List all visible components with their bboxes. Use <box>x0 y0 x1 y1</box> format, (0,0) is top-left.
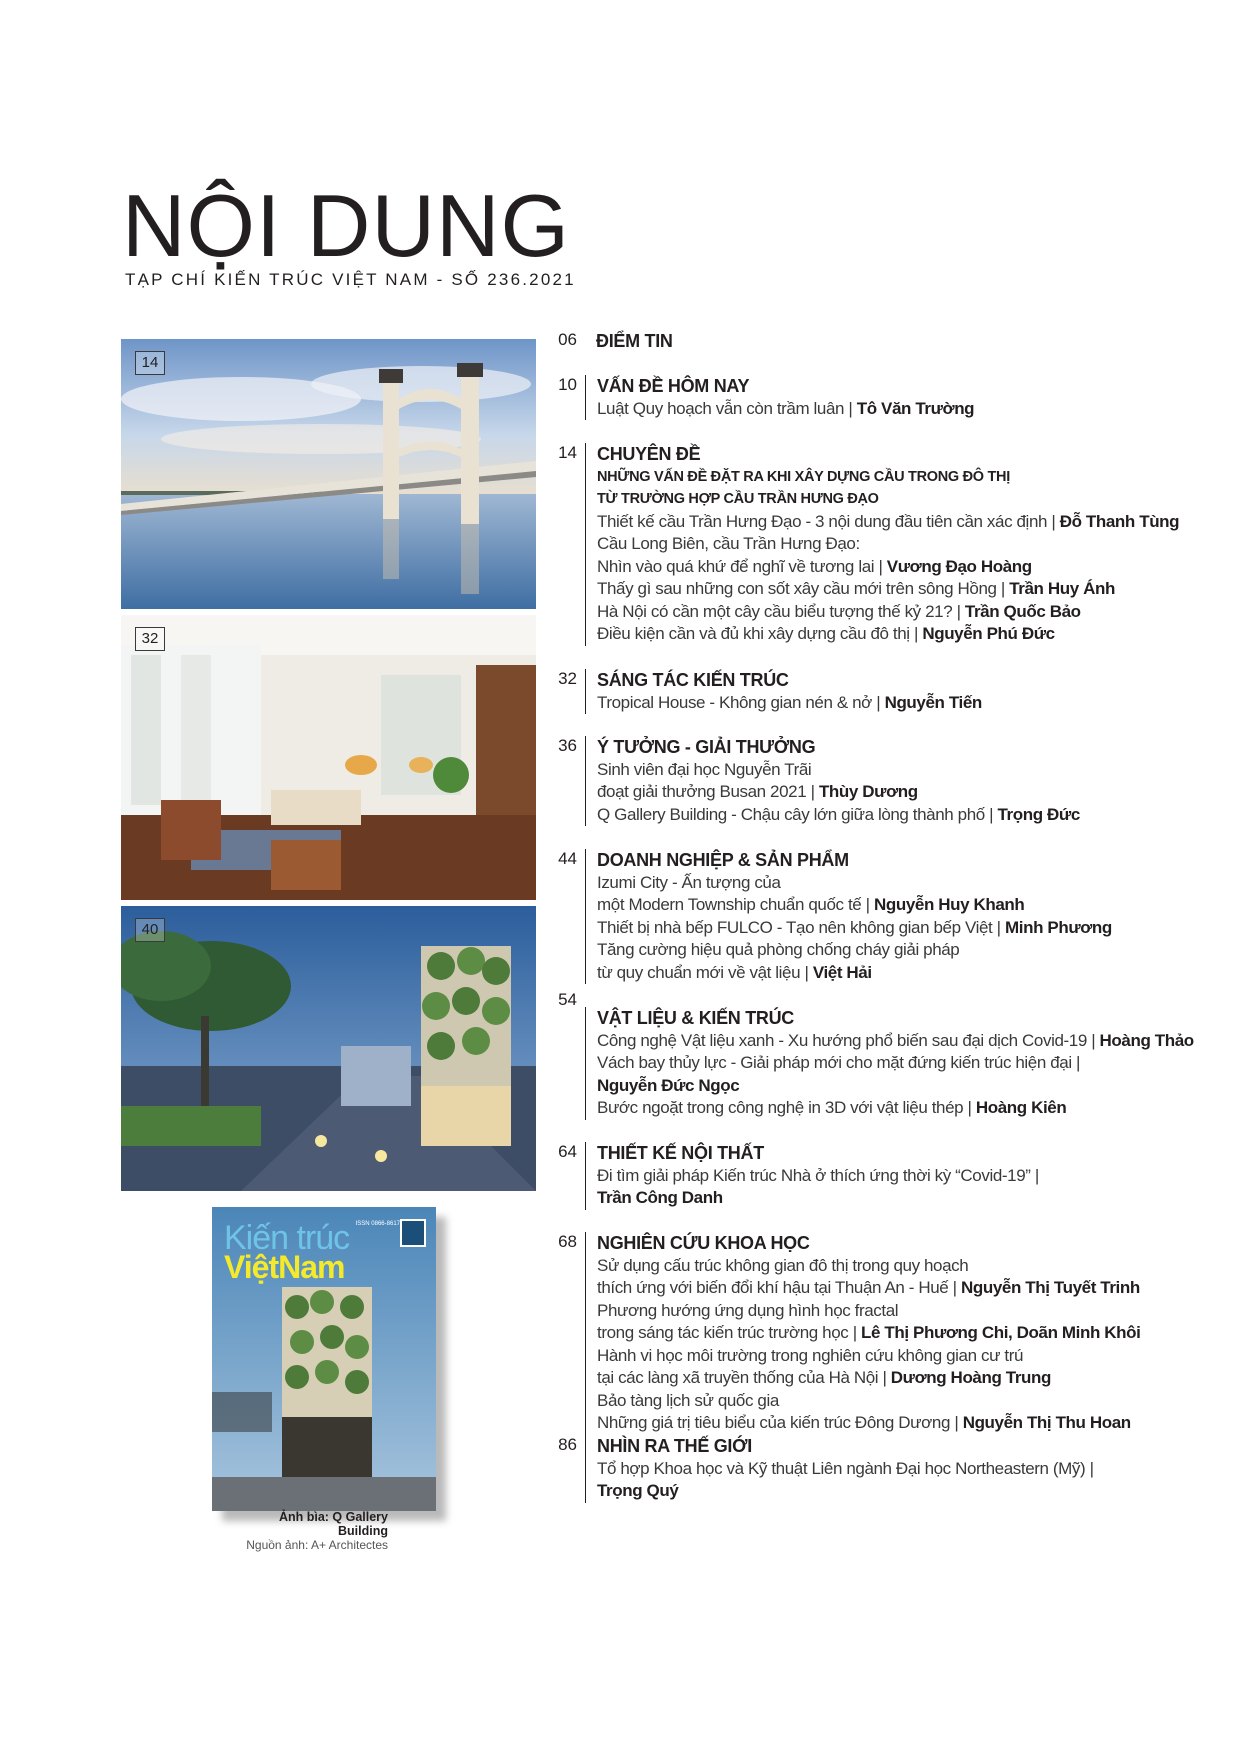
toc-page-number: 54 <box>558 990 577 1009</box>
toc-article[interactable]: Thấy gì sau những con sốt xây cầu mới trên sông Hồng | Trần Huy Ánh <box>597 579 1115 598</box>
toc-page-number: 86 <box>558 1435 577 1454</box>
cover-brand-line2: ViệtNam <box>224 1249 345 1285</box>
toc-article[interactable]: Sử dụng cấu trúc không gian đô thị trong quy hoạch <box>597 1255 969 1275</box>
toc-heading[interactable]: NHÌN RA THẾ GIỚI <box>597 1436 752 1456</box>
cover-logo-label: ISSN 0866-8617 <box>355 1221 400 1227</box>
photo-green-tower <box>121 906 536 1191</box>
caption-source: Nguồn ảnh: A+ Architectes <box>246 1538 388 1552</box>
cover-logo-icon <box>400 1219 426 1247</box>
toc-heading[interactable]: Ý TƯỞNG - GIẢI THƯỞNG <box>597 737 816 757</box>
toc-heading[interactable]: THIẾT KẾ NỘI THẤT <box>597 1143 764 1163</box>
photo-bridge <box>121 339 536 609</box>
toc-article[interactable]: Những giá trị tiêu biểu của kiến trúc Đông Dương | Nguyễn Thị Thu Hoan <box>597 1413 1131 1432</box>
toc-article[interactable]: Hà Nội có cần một cây cầu biểu tượng thế kỷ 21? | Trần Quốc Bảo <box>597 601 1081 621</box>
magazine-cover <box>212 1207 436 1511</box>
photo-living-room <box>121 615 536 900</box>
toc-article[interactable]: Luật Quy hoạch vẫn còn trầm luân | Tô Văn Trường <box>597 398 975 418</box>
toc-article[interactable]: Đi tìm giải pháp Kiến trúc Nhà ở thích ứng thời kỳ “Covid-19” | <box>597 1165 1039 1185</box>
toc-article[interactable]: Phương hướng ứng dụng hình học fractal <box>597 1300 899 1320</box>
toc-article[interactable]: Q Gallery Building - Chậu cây lớn giữa lòng thành phố | Trọng Đức <box>597 804 1080 824</box>
toc-page-number: 10 <box>558 375 577 394</box>
toc-article[interactable]: một Modern Township chuẩn quốc tế | Nguyễn Huy Khanh <box>597 895 1025 914</box>
toc-page-number: 44 <box>558 849 577 868</box>
toc-article[interactable]: từ quy chuẩn mới về vật liệu | Việt Hải <box>597 962 872 982</box>
toc-heading[interactable]: ĐIỂM TIN <box>596 331 673 351</box>
toc-article[interactable]: Tổ hợp Khoa học và Kỹ thuật Liên ngành Đại học Northeastern (Mỹ) | <box>597 1458 1094 1478</box>
caption-title: Ảnh bìa: Q Gallery Building <box>278 1510 388 1538</box>
toc-article[interactable]: Cầu Long Biên, cầu Trần Hưng Đạo: <box>597 534 860 553</box>
toc-article[interactable]: Tropical House - Không gian nén & nở | Nguyễn Tiến <box>597 692 982 712</box>
toc-article[interactable]: Điều kiện cần và đủ khi xây dựng cầu đô thị | Nguyễn Phú Đức <box>597 624 1055 643</box>
page-title: NỘI DUNG <box>122 176 570 275</box>
toc-page-number: 06 <box>558 330 577 349</box>
toc-entry <box>585 849 1157 984</box>
toc-article[interactable]: Trọng Quý <box>597 1481 679 1500</box>
toc-article[interactable]: Tăng cường hiệu quả phòng chống cháy giải pháp <box>597 940 960 959</box>
toc-page-number: 36 <box>558 736 577 755</box>
toc-entry <box>585 330 1156 353</box>
living-room-image <box>121 615 536 900</box>
toc-entry <box>585 669 1157 714</box>
toc-entry <box>585 1232 1157 1435</box>
toc-article[interactable]: Nguyễn Đức Ngọc <box>597 1075 740 1095</box>
page-subtitle: TẠP CHÍ KIẾN TRÚC VIỆT NAM - SỐ 236.2021 <box>125 270 576 289</box>
toc-article[interactable]: tại các làng xã truyền thống của Hà Nội | Dương Hoàng Trung <box>597 1368 1051 1387</box>
toc-subheading: TỪ TRƯỜNG HỢP CẦU TRẦN HƯNG ĐẠO <box>597 491 879 507</box>
toc-article[interactable]: Thiết bị nhà bếp FULCO - Tạo nên không gian bếp Việt | Minh Phương <box>597 917 1112 937</box>
toc-article[interactable]: Sinh viên đại học Nguyễn Trãi <box>597 759 812 779</box>
toc-heading[interactable]: VẤN ĐỀ HÔM NAY <box>597 376 750 396</box>
toc-heading[interactable]: NGHIÊN CỨU KHOA HỌC <box>597 1233 810 1253</box>
cover-image <box>212 1207 436 1511</box>
toc-entry <box>585 1435 1157 1503</box>
toc-article[interactable]: Thiết kế cầu Trần Hưng Đạo - 3 nội dung đầu tiên cần xác định | Đỗ Thanh Tùng <box>597 511 1180 531</box>
toc-entry <box>585 443 1180 646</box>
photo-page-tag: 32 <box>135 627 165 651</box>
toc-page-number: 32 <box>558 669 577 688</box>
photo-page-tag: 40 <box>135 918 165 942</box>
green-tower-image <box>121 906 536 1191</box>
toc-entry <box>585 1142 1157 1210</box>
toc-article[interactable]: đoạt giải thưởng Busan 2021 | Thùy Dương <box>597 782 918 801</box>
toc-heading[interactable]: DOANH NGHIỆP & SẢN PHẨM <box>597 850 849 870</box>
cover-brand-line1: Kiến trúc <box>224 1219 350 1257</box>
toc-page-number: 64 <box>558 1142 577 1161</box>
toc-heading[interactable]: VẬT LIỆU & KIẾN TRÚC <box>597 1008 795 1028</box>
toc-page-number: 68 <box>558 1232 577 1251</box>
toc-article[interactable]: trong sáng tác kiến trúc trường học | Lê Thị Phương Chi, Doãn Minh Khôi <box>597 1323 1141 1342</box>
toc-article[interactable]: Bước ngoặt trong công nghệ in 3D với vật liệu thép | Hoàng Kiên <box>597 1098 1067 1117</box>
bridge-image <box>121 339 536 609</box>
toc-article[interactable]: Trần Công Danh <box>597 1188 723 1207</box>
photo-page-tag: 14 <box>135 351 165 375</box>
toc-subheading: NHỮNG VẤN ĐỀ ĐẶT RA KHI XÂY DỰNG CẦU TRONG ĐÔ THỊ <box>597 468 1010 485</box>
toc-page-number: 14 <box>558 443 577 462</box>
toc-article[interactable]: Công nghệ Vật liệu xanh - Xu hướng phổ biến sau đại dịch Covid-19 | Hoàng Thảo <box>597 1030 1194 1050</box>
toc-article[interactable]: Izumi City - Ấn tượng của <box>597 872 781 892</box>
toc-article[interactable]: Bảo tàng lịch sử quốc gia <box>597 1390 779 1410</box>
toc-heading[interactable]: CHUYÊN ĐỀ <box>597 444 701 464</box>
toc-article[interactable]: Nhìn vào quá khứ để nghĩ về tương lai | Vương Đạo Hoàng <box>597 556 1032 576</box>
toc-article[interactable]: Vách bay thủy lực - Giải pháp mới cho mặt đứng kiến trúc hiện đại | <box>597 1053 1081 1072</box>
toc-entry <box>585 375 1157 420</box>
toc-entry <box>585 736 1157 826</box>
toc-entry <box>585 1007 1194 1120</box>
cover-caption <box>230 1510 388 1552</box>
toc-article[interactable]: thích ứng với biến đổi khí hậu tại Thuận An - Huế | Nguyễn Thị Tuyết Trinh <box>597 1278 1140 1297</box>
toc-article[interactable]: Hành vi học môi trường trong nghiên cứu không gian cư trú <box>597 1345 1024 1365</box>
toc-heading[interactable]: SÁNG TÁC KIẾN TRÚC <box>597 670 789 690</box>
